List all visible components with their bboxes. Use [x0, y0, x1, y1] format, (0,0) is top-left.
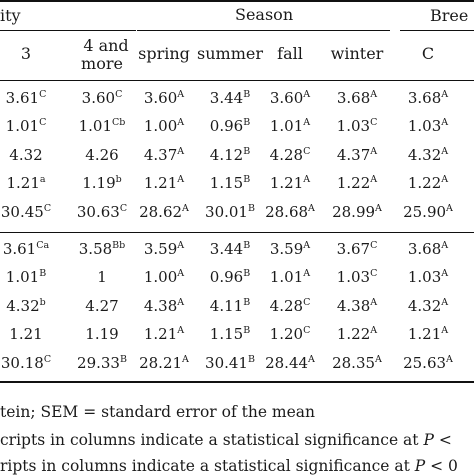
significance-superscript: C [119, 203, 128, 214]
significance-superscript: A [446, 354, 453, 365]
cell-spring [144, 174, 184, 192]
cell-value: 25.63 [403, 354, 447, 372]
significance-superscript: A [441, 146, 449, 157]
cell-value: 29.33 [77, 354, 120, 372]
cell-value: 3.59 [269, 240, 304, 258]
significance-superscript: A [308, 354, 315, 365]
significance-superscript: C [370, 268, 378, 279]
significance-superscript: A [308, 203, 315, 214]
significance-superscript: A [375, 354, 382, 365]
cell-value: 4.32 [407, 297, 442, 315]
cell-value: 3.44 [209, 89, 244, 107]
cell-value: 1.21 [6, 174, 40, 192]
cell-winter [337, 89, 377, 107]
header-col-summer: summer [197, 44, 263, 63]
header-col-4more-line1: 4 and [83, 36, 129, 55]
cell-value: 30.18 [0, 354, 44, 372]
significance-superscript: Cb [112, 117, 126, 128]
table-top-rule [0, 0, 474, 2]
cell-fall [270, 268, 310, 286]
cell-parity-3 [3, 240, 49, 258]
cell-fall [265, 203, 315, 221]
cell-value: 28.44 [265, 354, 309, 372]
cell-fall [265, 354, 315, 372]
cell-parity-3 [6, 268, 46, 286]
significance-superscript: B [243, 325, 251, 336]
cell-value: 30.41 [205, 354, 248, 372]
significance-superscript: A [441, 174, 449, 185]
cell-breed-c [408, 268, 448, 286]
cell-parity-3 [1, 354, 51, 372]
cell-parity-4more [85, 325, 118, 343]
header-col-c: C [421, 44, 435, 63]
cell-value: 3.68 [407, 240, 442, 258]
table-bottom-rule [0, 381, 474, 383]
cell-value: 30.63 [76, 203, 120, 221]
cell-value: 4.11 [209, 297, 244, 315]
cell-spring [144, 297, 184, 315]
cell-value: 28.99 [332, 203, 376, 221]
cell-winter [337, 268, 378, 286]
section-divider-rule [0, 232, 474, 233]
footnote-3-after: < 0 [425, 457, 458, 475]
significance-superscript: C [303, 146, 311, 157]
cell-fall [270, 146, 311, 164]
footnote-1-text: tein; SEM = standard error of the mean [0, 403, 316, 421]
cell-parity-4more [77, 354, 127, 372]
cell-value: 1.22 [407, 174, 442, 192]
significance-superscript: A [182, 354, 189, 365]
significance-superscript: A [177, 325, 185, 336]
significance-superscript: C [303, 297, 311, 308]
cell-value: 4.32 [9, 146, 43, 164]
cell-fall [270, 325, 311, 343]
cell-value: 4.12 [209, 146, 244, 164]
cell-value: 3.58 [78, 240, 113, 258]
cell-value: 3.59 [143, 240, 178, 258]
significance-superscript: B [247, 203, 255, 214]
cell-summer [210, 268, 250, 286]
significance-superscript: A [182, 203, 189, 214]
cell-parity-4more [79, 240, 125, 258]
cell-value: 4.28 [269, 146, 304, 164]
significance-superscript: A [441, 117, 449, 128]
cell-value: 4.32 [6, 297, 40, 315]
cell-value: 30.01 [205, 203, 248, 221]
cell-parity-3 [1, 203, 51, 221]
cell-breed-c [403, 203, 453, 221]
cell-value: 1.01 [5, 117, 40, 135]
significance-superscript: A [441, 89, 449, 100]
significance-superscript: C [39, 117, 47, 128]
significance-superscript: A [177, 117, 185, 128]
cell-value: 4.38 [336, 297, 371, 315]
cell-winter [332, 354, 382, 372]
cell-value: 4.32 [407, 146, 442, 164]
cell-breed-c [408, 325, 448, 343]
significance-superscript: A [303, 268, 311, 279]
cell-value: 28.68 [265, 203, 309, 221]
cell-breed-c [408, 297, 448, 315]
cell-value: 1.15 [209, 174, 244, 192]
significance-superscript: B [243, 240, 251, 251]
header-bottom-rule [0, 80, 474, 81]
cell-summer [210, 297, 250, 315]
cell-value: 1.22 [336, 174, 371, 192]
cell-parity-3 [9, 146, 42, 164]
cell-value: 1 [97, 268, 107, 286]
significance-superscript: B [243, 117, 251, 128]
cell-parity-4more [82, 89, 123, 107]
significance-superscript: A [441, 268, 449, 279]
cell-breed-c [408, 240, 448, 258]
significance-superscript: A [303, 89, 311, 100]
significance-superscript: C [303, 325, 311, 336]
cell-value: 0.96 [209, 268, 244, 286]
significance-superscript: A [177, 268, 185, 279]
significance-superscript: A [446, 203, 453, 214]
significance-superscript: A [441, 297, 449, 308]
cell-value: 1.21 [269, 174, 304, 192]
cell-value: 0.96 [209, 117, 244, 135]
cell-breed-c [408, 89, 448, 107]
header-breed-group: Bree [430, 6, 469, 25]
cell-parity-3 [6, 89, 47, 107]
cell-parity-4more [97, 268, 107, 286]
cell-summer [205, 354, 255, 372]
cell-value: 4.37 [143, 146, 178, 164]
cell-value: 3.68 [407, 89, 442, 107]
cell-value: 1.03 [407, 268, 442, 286]
cell-value: 3.68 [336, 89, 371, 107]
cell-summer [210, 240, 250, 258]
significance-superscript: A [375, 203, 382, 214]
cell-parity-3 [9, 325, 42, 343]
cell-value: 1.20 [269, 325, 304, 343]
cell-spring [144, 268, 184, 286]
header-season-group: Season [235, 5, 294, 24]
cell-spring [144, 146, 184, 164]
significance-superscript: A [177, 89, 185, 100]
cell-value: 1.21 [143, 174, 178, 192]
footnote-2-p: P [423, 431, 434, 449]
significance-superscript: A [177, 297, 185, 308]
cell-parity-4more [77, 203, 127, 221]
cell-value: 4.27 [85, 297, 119, 315]
cell-breed-c [408, 174, 448, 192]
footnote-2-after: < [433, 431, 452, 449]
cell-winter [337, 117, 378, 135]
cell-fall [270, 117, 310, 135]
cell-value: 1.19 [85, 325, 119, 343]
significance-superscript: C [39, 89, 47, 100]
significance-superscript: A [370, 325, 378, 336]
significance-superscript: A [370, 297, 378, 308]
significance-superscript: A [441, 325, 449, 336]
cell-value: 1.03 [407, 117, 442, 135]
cell-value: 3.60 [143, 89, 178, 107]
cell-breed-c [408, 117, 448, 135]
significance-superscript: Bb [112, 240, 126, 251]
cell-breed-c [408, 146, 448, 164]
cell-summer [210, 325, 250, 343]
cell-fall [270, 297, 311, 315]
breed-group-rule [400, 30, 474, 31]
cell-value: 3.60 [269, 89, 304, 107]
cell-spring [144, 240, 184, 258]
cell-parity-3 [6, 297, 46, 315]
cell-spring [139, 203, 189, 221]
significance-superscript: Ca [36, 240, 50, 251]
header-col-3: 3 [20, 44, 32, 63]
significance-superscript: C [115, 89, 123, 100]
significance-superscript: A [303, 174, 311, 185]
cell-fall [270, 240, 310, 258]
cell-breed-c [403, 354, 453, 372]
significance-superscript: C [370, 240, 378, 251]
cell-value: 3.60 [81, 89, 116, 107]
cell-value: 1.21 [143, 325, 178, 343]
parity-group-rule [0, 30, 136, 31]
header-col-fall: fall [277, 44, 303, 63]
cell-spring [139, 354, 189, 372]
cell-summer [210, 89, 250, 107]
cell-value: 3.44 [209, 240, 244, 258]
cell-value: 1.00 [143, 268, 178, 286]
significance-superscript: B [243, 268, 251, 279]
cell-value: 3.61 [5, 89, 40, 107]
cell-value: 30.45 [0, 203, 44, 221]
header-col-winter: winter [330, 44, 384, 63]
cell-value: 4.37 [336, 146, 371, 164]
significance-superscript: A [177, 240, 185, 251]
significance-superscript: A [441, 240, 449, 251]
header-col-spring: spring [138, 44, 190, 63]
significance-superscript: A [370, 89, 378, 100]
footnote-3 [0, 457, 458, 476]
cell-winter [337, 240, 378, 258]
cell-value: 1.03 [336, 117, 371, 135]
cell-summer [210, 117, 250, 135]
cell-value: 1.15 [209, 325, 244, 343]
significance-superscript: B [243, 297, 251, 308]
cell-value: 3.61 [2, 240, 37, 258]
cell-spring [144, 89, 184, 107]
cell-parity-4more [85, 297, 118, 315]
significance-superscript: B [243, 174, 251, 185]
significance-superscript: C [43, 203, 52, 214]
cell-value: 3.67 [336, 240, 371, 258]
cell-value: 1.21 [9, 325, 43, 343]
header-parity-group: ity [0, 6, 21, 25]
cell-value: 1.01 [269, 268, 304, 286]
significance-superscript: A [303, 240, 311, 251]
cell-value: 28.21 [139, 354, 183, 372]
cell-parity-4more [82, 174, 122, 192]
significance-superscript: C [370, 117, 378, 128]
cell-value: 4.28 [269, 297, 304, 315]
significance-superscript: b [115, 174, 122, 185]
cell-winter [332, 203, 382, 221]
cell-value: 1.01 [78, 117, 113, 135]
cell-summer [205, 203, 255, 221]
cell-value: 28.35 [332, 354, 376, 372]
footnote-1 [0, 403, 315, 422]
cell-parity-4more [79, 117, 126, 135]
cell-parity-3 [6, 174, 45, 192]
significance-superscript: A [370, 146, 378, 157]
cell-spring [144, 117, 184, 135]
cell-parity-4more [85, 146, 118, 164]
significance-superscript: B [243, 89, 251, 100]
cell-value: 1.19 [82, 174, 116, 192]
significance-superscript: A [177, 174, 185, 185]
header-col-4more-line2: more [81, 54, 123, 73]
cell-parity-3 [6, 117, 47, 135]
cell-winter [337, 174, 377, 192]
cell-summer [210, 174, 250, 192]
cell-value: 1.22 [336, 325, 371, 343]
footnote-2-text: cripts in columns indicate a statistical significance at [0, 431, 424, 449]
significance-superscript: b [39, 297, 46, 308]
significance-superscript: a [39, 174, 46, 185]
cell-value: 1.21 [407, 325, 442, 343]
significance-superscript: B [247, 354, 255, 365]
cell-summer [210, 146, 250, 164]
significance-superscript: A [370, 174, 378, 185]
season-group-rule [137, 30, 390, 31]
cell-fall [270, 89, 310, 107]
significance-superscript: B [243, 146, 251, 157]
cell-fall [270, 174, 310, 192]
cell-value: 28.62 [139, 203, 183, 221]
footnote-3-text: ripts in columns indicate a statistical significance at [0, 457, 415, 475]
cell-value: 4.38 [143, 297, 178, 315]
significance-superscript: B [119, 354, 127, 365]
cell-winter [337, 325, 377, 343]
cell-value: 1.01 [5, 268, 40, 286]
cell-value: 1.00 [143, 117, 178, 135]
cell-value: 1.03 [336, 268, 371, 286]
cell-winter [337, 146, 377, 164]
footnote-2 [0, 431, 452, 450]
significance-superscript: A [303, 117, 311, 128]
significance-superscript: A [177, 146, 185, 157]
cell-spring [144, 325, 184, 343]
cell-value: 4.26 [85, 146, 119, 164]
cell-value: 1.01 [269, 117, 304, 135]
cell-value: 25.90 [403, 203, 447, 221]
footnote-3-p: P [414, 457, 426, 475]
cell-winter [337, 297, 377, 315]
significance-superscript: B [39, 268, 47, 279]
significance-superscript: C [43, 354, 52, 365]
